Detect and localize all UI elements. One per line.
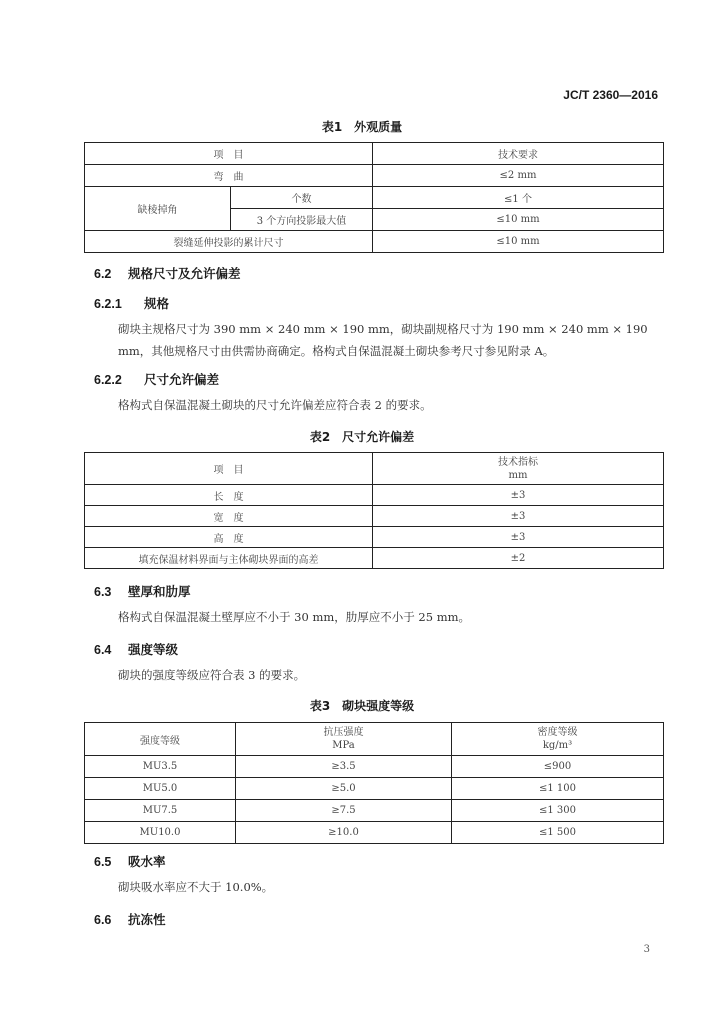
table3-header-density [452, 723, 664, 756]
section-title: 尺寸允许偏差 [144, 372, 220, 387]
table3-header-grade: 强度等级 [85, 723, 236, 756]
section-number: 6.2 [94, 267, 112, 281]
table3-grade: MU10.0 [85, 822, 236, 844]
table1-header-item: 项 目 [85, 143, 373, 165]
table2-caption: 表2 尺寸允许偏差 [309, 430, 415, 444]
table3-strength: ≥7.5 [236, 800, 452, 822]
section-number: 6.4 [94, 643, 112, 657]
table2-dimension-tolerance [84, 452, 664, 569]
table1-chip-projection-label: 3 个方向投影最大值 [231, 209, 373, 231]
table3-strength: ≥10.0 [236, 822, 452, 844]
table3-grade: MU7.5 [85, 800, 236, 822]
section-title: 壁厚和肋厚 [128, 584, 191, 599]
section-6-2-1-heading [94, 294, 169, 312]
section-number: 6.5 [94, 855, 112, 869]
section-6-2-1-text: 砌块主规格尺寸为 390 mm × 240 mm × 190 mm，砌块副规格尺寸为 190 mm × 240 mm × 190 mm，其他规格尺寸由供需协商确定。格构式自保温混凝土砌块参考尺寸参见附录 A。 [118, 322, 648, 358]
table3-density: ≤1 100 [452, 778, 664, 800]
table3-strength: ≥5.0 [236, 778, 452, 800]
table3-strength: ≥3.5 [236, 756, 452, 778]
section-number: 6.3 [94, 585, 112, 599]
table3-header-strength-unit: MPa [332, 740, 355, 751]
table1-chip-projection-value: ≤10 mm [373, 209, 664, 231]
table2-header-index-label: 技术指标 [498, 456, 538, 468]
section-6-3-text: 格构式自保温混凝土壁厚应不小于 30 mm，肋厚应不小于 25 mm。 [118, 610, 471, 624]
table3-header-density-unit: kg/m³ [542, 740, 573, 751]
section-title: 规格 [144, 296, 170, 311]
table2-row-value: ±2 [373, 548, 664, 569]
section-number: 6.2.2 [94, 373, 122, 387]
table2-header-unit: mm [508, 469, 528, 481]
table3-header-strength [236, 723, 452, 756]
table1-crack-value: ≤10 mm [373, 231, 664, 253]
table1-chip-group: 缺棱掉角 [85, 187, 231, 231]
section-6-5-heading [94, 852, 166, 870]
table2-header-item: 项 目 [85, 453, 373, 485]
table2-row-value: ±3 [373, 485, 664, 506]
section-6-6-heading [94, 910, 166, 928]
table1-chip-count-value: ≤1 个 [373, 187, 664, 209]
section-number: 6.2.1 [94, 297, 122, 311]
table3-header-strength-label: 抗压强度 [323, 727, 364, 738]
table3-grade: MU5.0 [85, 778, 236, 800]
table1-header-requirement: 技术要求 [373, 143, 664, 165]
table2-header-index [373, 453, 664, 485]
table3-density: ≤900 [452, 756, 664, 778]
table3-grade: MU3.5 [85, 756, 236, 778]
section-6-3-heading [94, 582, 191, 600]
table2-row-label: 填充保温材料界面与主体砌块界面的高差 [85, 548, 373, 569]
table2-row-value: ±3 [373, 506, 664, 527]
section-title: 强度等级 [128, 642, 179, 657]
section-6-2-2-heading [94, 370, 219, 388]
section-title: 规格尺寸及允许偏差 [128, 266, 241, 281]
section-number: 6.6 [94, 913, 112, 927]
table2-row-label: 宽 度 [85, 506, 373, 527]
section-title: 吸水率 [128, 854, 166, 869]
table3-header-density-label: 密度等级 [537, 727, 578, 738]
section-6-2-heading [94, 264, 241, 282]
section-6-2-2-text: 格构式自保温混凝土砌块的尺寸允许偏差应符合表 2 的要求。 [118, 398, 432, 412]
section-title: 抗冻性 [128, 912, 166, 927]
table1-appearance-quality [84, 142, 664, 253]
table1-crack-label: 裂缝延伸投影的累计尺寸 [85, 231, 373, 253]
table3-strength-grade [84, 722, 664, 844]
page-number: 3 [643, 944, 650, 955]
table1-chip-count-label: 个数 [231, 187, 373, 209]
section-6-4-heading [94, 640, 178, 658]
table1-caption: 表1 外观质量 [321, 120, 403, 134]
table3-density: ≤1 300 [452, 800, 664, 822]
table3-density: ≤1 500 [452, 822, 664, 844]
table1-bend-label: 弯 曲 [85, 165, 373, 187]
table2-row-label: 高 度 [85, 527, 373, 548]
table1-bend-value: ≤2 mm [373, 165, 664, 187]
table3-caption: 表3 砌块强度等级 [309, 699, 415, 713]
section-6-5-text: 砌块吸水率应不大于 10.0%。 [118, 880, 274, 894]
section-6-4-text: 砌块的强度等级应符合表 3 的要求。 [118, 668, 306, 682]
table2-row-value: ±3 [373, 527, 664, 548]
standard-code: JC/T 2360—2016 [563, 88, 658, 102]
table2-row-label: 长 度 [85, 485, 373, 506]
